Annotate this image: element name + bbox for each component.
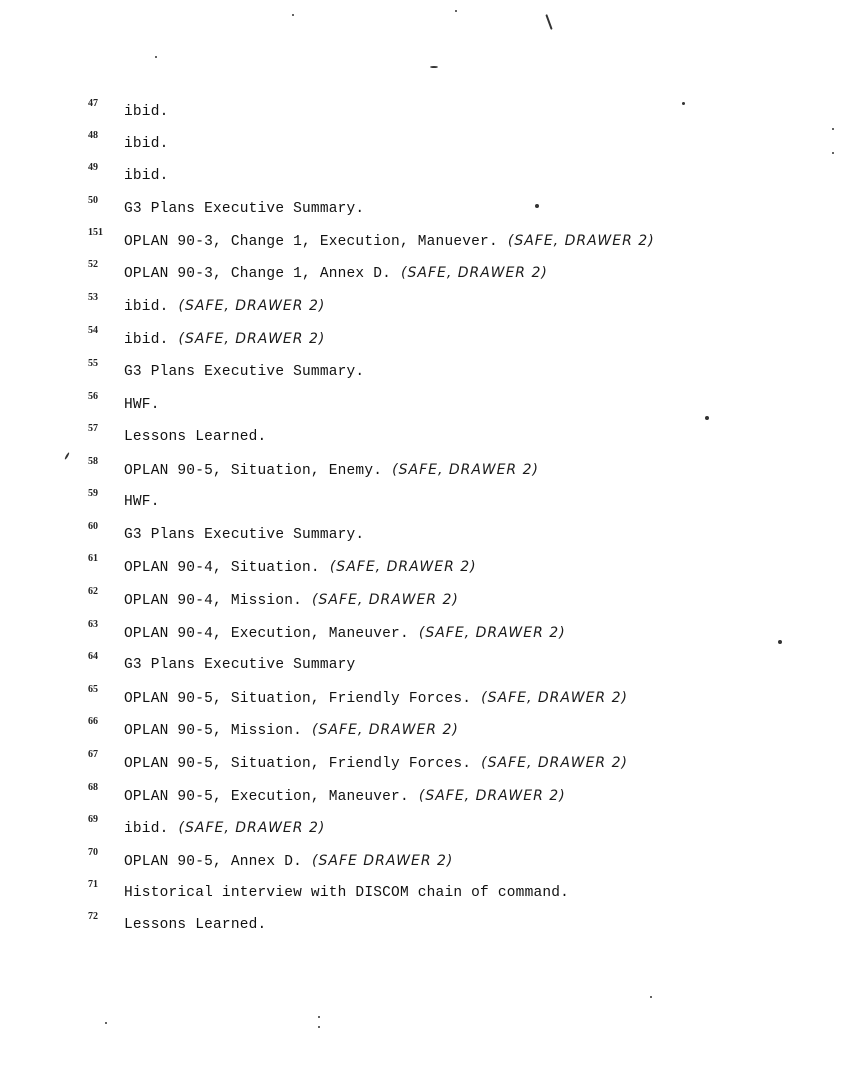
footnote-text: G3 Plans Executive Summary. <box>124 201 365 217</box>
scan-speck <box>318 1016 320 1018</box>
footnote-number: 52 <box>88 259 98 270</box>
handwritten-annotation: (SAFE, DRAWER 2) <box>507 233 655 249</box>
footnote-text: OPLAN 90-5, Situation, Friendly Forces. <box>124 756 472 772</box>
footnote-number: 68 <box>88 782 98 793</box>
footnote-text: ibid. <box>124 299 169 315</box>
footnote-number: 58 <box>88 456 98 467</box>
scan-speck <box>318 1026 320 1028</box>
footnote-number: 59 <box>88 488 98 499</box>
footnote-number: 50 <box>88 195 98 206</box>
footnote-47 <box>88 98 828 128</box>
footnote-57 <box>88 423 828 453</box>
footnote-number: 48 <box>88 130 98 141</box>
footnote-67 <box>88 749 828 779</box>
footnote-number: 62 <box>88 586 98 597</box>
footnote-number: 67 <box>88 749 98 760</box>
footnote-number: 63 <box>88 619 98 630</box>
footnote-text: HWF. <box>124 494 160 510</box>
footnote-64 <box>88 651 828 681</box>
footnote-number: 69 <box>88 814 98 825</box>
handwritten-annotation: (SAFE, DRAWER 2) <box>481 690 628 706</box>
scan-speck <box>105 1022 107 1024</box>
scan-speck <box>430 66 438 68</box>
footnote-text: ibid. <box>124 168 169 184</box>
footnote-text: G3 Plans Executive Summary. <box>124 364 365 380</box>
footnote-54 <box>88 325 828 355</box>
footnote-text: ibid. <box>124 104 169 120</box>
footnote-text: Lessons Learned. <box>124 429 267 445</box>
footnote-text: HWF. <box>124 397 160 413</box>
footnote-number: 70 <box>88 847 98 858</box>
footnote-text: Lessons Learned. <box>124 917 267 933</box>
footnote-number: 54 <box>88 325 98 336</box>
footnote-text: ibid. <box>124 821 169 837</box>
handwritten-annotation: (SAFE, DRAWER 2) <box>401 265 548 281</box>
footnote-62 <box>88 586 828 616</box>
handwritten-annotation: (SAFE, DRAWER 2) <box>178 820 326 836</box>
scan-speck <box>832 152 834 154</box>
scan-speck <box>545 14 552 30</box>
footnote-63 <box>88 619 828 649</box>
footnote-number: 60 <box>88 521 98 532</box>
footnote-text: Historical interview with DISCOM chain of command. <box>124 885 570 901</box>
footnote-50 <box>88 195 828 225</box>
footnote-text: OPLAN 90-3, Change 1, Execution, Manuever. <box>124 234 498 250</box>
handwritten-annotation: (SAFE, DRAWER 2) <box>329 559 477 575</box>
handwritten-annotation: (SAFE, DRAWER 2) <box>418 788 566 804</box>
footnote-text: OPLAN 90-3, Change 1, Annex D. <box>124 266 392 282</box>
footnote-number: 53 <box>88 292 98 303</box>
scan-speck <box>650 996 652 998</box>
footnote-66 <box>88 716 828 746</box>
handwritten-annotation: (SAFE, DRAWER 2) <box>418 625 566 641</box>
scan-speck <box>292 14 294 16</box>
footnote-number: 47 <box>88 98 98 109</box>
footnote-number: 57 <box>88 423 98 434</box>
handwritten-annotation: (SAFE, DRAWER 2) <box>178 331 326 347</box>
footnote-52 <box>88 259 828 289</box>
footnote-58 <box>88 456 828 486</box>
footnote-70 <box>88 847 828 877</box>
footnote-61 <box>88 553 828 583</box>
footnote-text: OPLAN 90-5, Annex D. <box>124 854 303 870</box>
footnote-text: OPLAN 90-4, Situation. <box>124 560 320 576</box>
footnote-number: 72 <box>88 911 98 922</box>
footnote-text: OPLAN 90-5, Situation, Friendly Forces. <box>124 691 472 707</box>
footnote-text: OPLAN 90-5, Mission. <box>124 723 303 739</box>
footnote-number: 55 <box>88 358 98 369</box>
footnote-68 <box>88 782 828 812</box>
footnote-53 <box>88 292 828 322</box>
footnote-number: 61 <box>88 553 98 564</box>
footnote-text: ibid. <box>124 136 169 152</box>
footnote-48 <box>88 130 828 160</box>
scan-speck <box>455 10 457 12</box>
footnote-49 <box>88 162 828 192</box>
footnote-number: 151 <box>88 227 103 238</box>
footnote-number: 64 <box>88 651 98 662</box>
footnote-text: OPLAN 90-5, Execution, Maneuver. <box>124 789 409 805</box>
footnote-60 <box>88 521 828 551</box>
footnote-number: 65 <box>88 684 98 695</box>
footnote-55 <box>88 358 828 388</box>
footnote-71 <box>88 879 828 909</box>
handwritten-annotation: (SAFE, DRAWER 2) <box>312 722 459 738</box>
footnote-text: OPLAN 90-5, Situation, Enemy. <box>124 463 383 479</box>
footnote-number: 49 <box>88 162 98 173</box>
footnote-text: OPLAN 90-4, Execution, Maneuver. <box>124 626 409 642</box>
handwritten-annotation: (SAFE, DRAWER 2) <box>392 462 539 478</box>
footnote-text: ibid. <box>124 332 169 348</box>
footnote-72 <box>88 911 828 941</box>
footnote-text: OPLAN 90-4, Mission. <box>124 593 303 609</box>
footnote-65 <box>88 684 828 714</box>
scan-speck <box>832 128 834 130</box>
handwritten-annotation: (SAFE, DRAWER 2) <box>178 298 326 314</box>
footnote-text: G3 Plans Executive Summary <box>124 657 356 673</box>
handwritten-annotation: (SAFE DRAWER 2) <box>312 853 454 869</box>
footnote-number: 71 <box>88 879 98 890</box>
scan-speck <box>64 452 70 460</box>
footnote-51 <box>88 227 828 257</box>
footnote-number: 66 <box>88 716 98 727</box>
scan-speck <box>155 56 157 58</box>
handwritten-annotation: (SAFE, DRAWER 2) <box>481 755 628 771</box>
handwritten-annotation: (SAFE, DRAWER 2) <box>312 592 459 608</box>
footnote-59 <box>88 488 828 518</box>
footnote-56 <box>88 391 828 421</box>
footnote-69 <box>88 814 828 844</box>
footnote-text: G3 Plans Executive Summary. <box>124 527 365 543</box>
footnote-number: 56 <box>88 391 98 402</box>
